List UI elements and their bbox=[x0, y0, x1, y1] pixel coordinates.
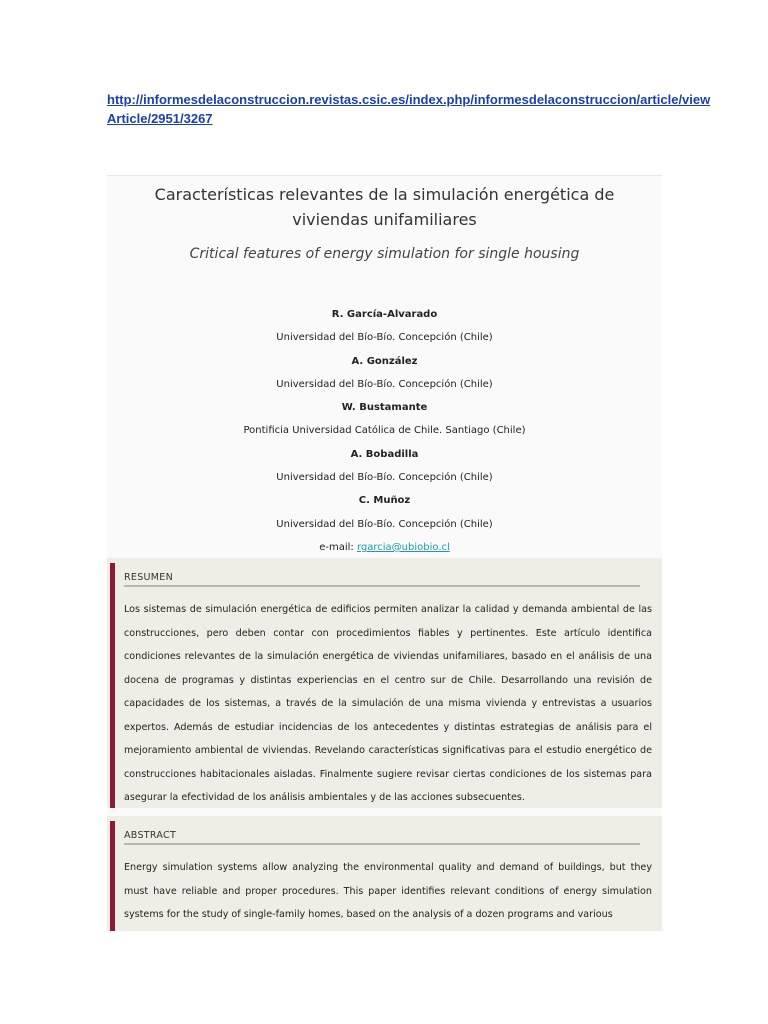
abstract-section bbox=[107, 816, 662, 931]
author-affiliation: Universidad del Bío-Bío. Concepción (Chile) bbox=[276, 378, 493, 390]
paper-title bbox=[107, 182, 662, 232]
author-name: R. García-Alvarado bbox=[331, 309, 438, 320]
paper-title-line-2: viviendas unifamiliares bbox=[292, 210, 477, 229]
email-link[interactable]: rgarcia@ubiobio.cl bbox=[356, 541, 450, 553]
author-list bbox=[107, 303, 662, 559]
source-url-line-1[interactable]: http://informesdelaconstruccion.revistas.csic.es/index.php/informesdelaconstruccion/article/view bbox=[107, 92, 711, 107]
author-name: C. Muñoz bbox=[358, 495, 411, 507]
abstract-text: Energy simulation systems allow analyzing the environmental quality and demand of buildings, but they must have reliable and proper procedures. This paper identifies relevant conditions of energy simulation systems for the study of single-family homes, based on the analysis of a dozen programs and various bbox=[124, 862, 652, 920]
section-accent-bar bbox=[110, 563, 115, 808]
resumen-section bbox=[107, 558, 662, 808]
paper-title-line-1: Características relevantes de la simulación energética de bbox=[154, 185, 615, 204]
author-affiliation: Universidad del Bío-Bío. Concepción (Chile) bbox=[276, 518, 493, 530]
section-accent-bar bbox=[110, 821, 115, 931]
paper-page bbox=[107, 175, 662, 931]
author-name: A. Bobadilla bbox=[350, 448, 419, 460]
email-label: e-mail: bbox=[319, 541, 354, 553]
email-line bbox=[107, 536, 662, 559]
resumen-text: Los sistemas de simulación energética de edificios permiten analizar la calidad y demanda ambiental de las construcciones, pero deben contar con procedimientos fiables y pertinentes. Este artículo identifica condiciones relevantes de la simulación energética de viviendas unifamiliares, basado en el análisis de una docena de programas y distintas experiencias en el centro sur de Chile. Desarrollando una revisión de capacidades de los sistemas, a través de la simulación de una misma vivienda y entrevistas a usuarios expertos. Además de estudiar incidencias de los antecedentes y distintas estrategias de análisis para el mejoramiento ambiental de viviendas. Revelando características significativas para el estudio energético de construcciones habitacionales aisladas. Finalmente sugiere revisar ciertas condiciones de los sistemas para asegurar la efectividad de los análisis ambientales y de las acciones subsecuentes. bbox=[124, 604, 652, 803]
source-url-link[interactable] bbox=[107, 90, 711, 128]
source-url-line-2[interactable]: Article/2951/3267 bbox=[107, 111, 213, 126]
author-name: A. González bbox=[351, 355, 418, 367]
author-name: W. Bustamante bbox=[341, 402, 428, 414]
author-affiliation: Universidad del Bío-Bío. Concepción (Chile) bbox=[276, 332, 493, 344]
author-affiliation: Universidad del Bío-Bío. Concepción (Chile) bbox=[276, 472, 493, 484]
author-affiliation: Pontificia Universidad Católica de Chile. Santiago (Chile) bbox=[243, 425, 526, 437]
abstract-heading: ABSTRACT bbox=[124, 830, 640, 845]
paper-subtitle: Critical features of energy simulation for single housing bbox=[189, 246, 580, 262]
resumen-heading: RESUMEN bbox=[124, 572, 640, 587]
